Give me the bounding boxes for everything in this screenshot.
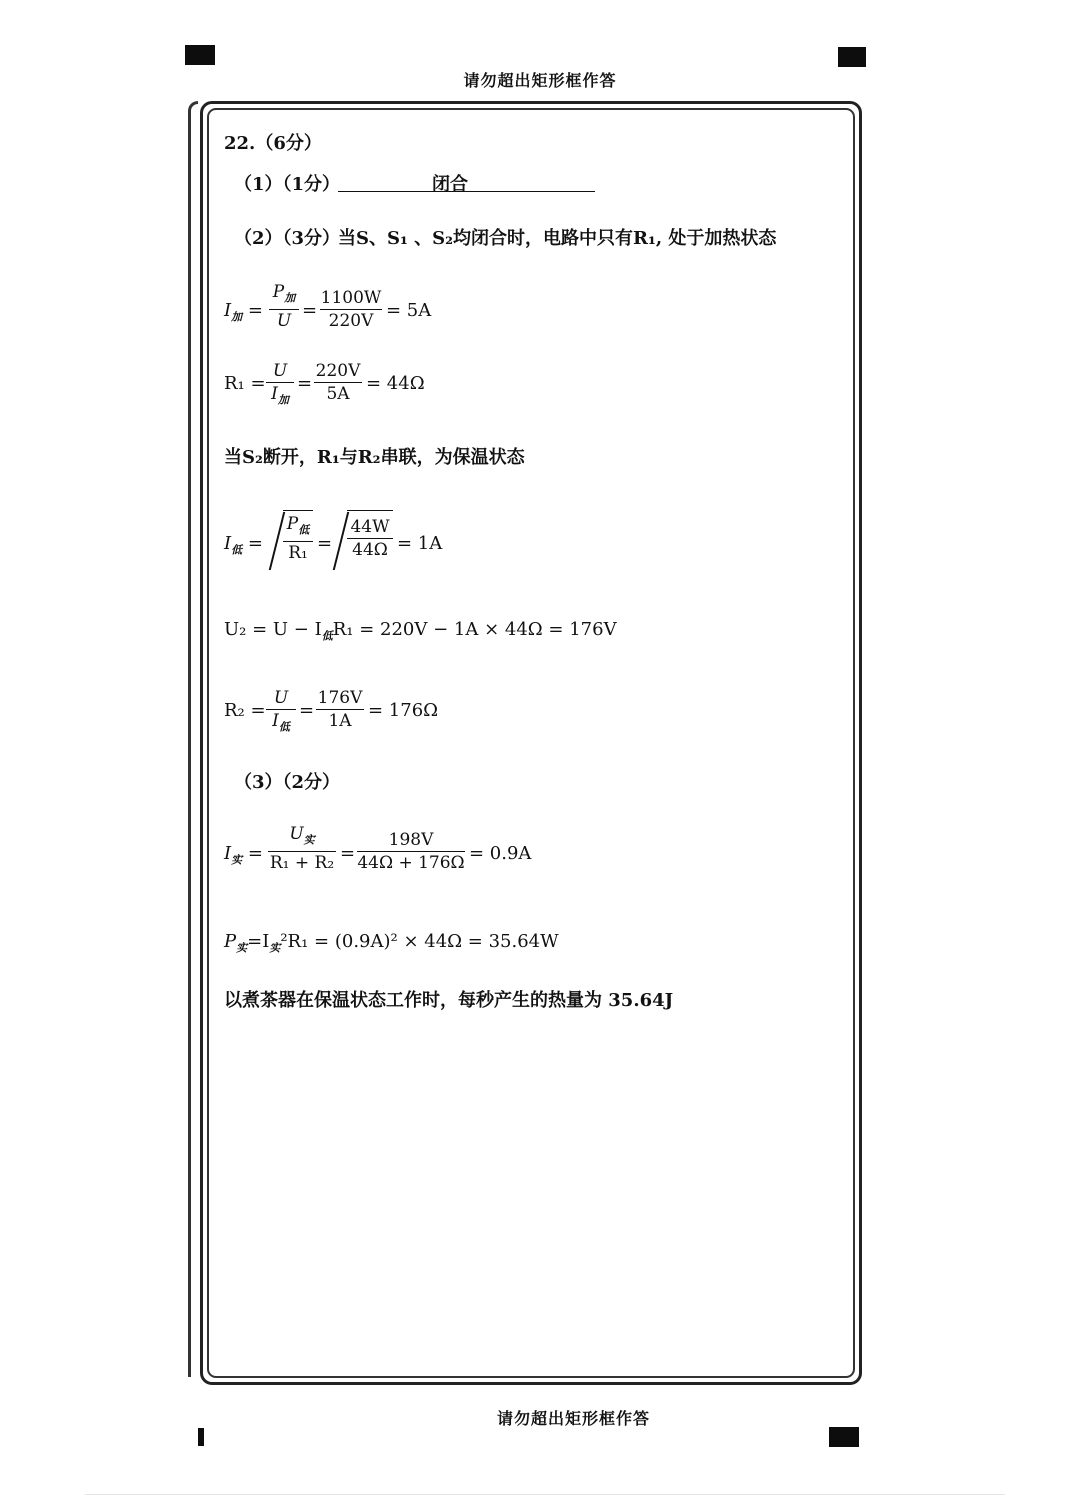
registration-mark-top-left	[185, 45, 215, 65]
equals-sign: =	[297, 373, 313, 394]
r1-fraction-2: 220V 5A	[315, 361, 361, 404]
low-current-fraction-2: 44W 44Ω	[347, 516, 393, 561]
registration-mark-top-right	[838, 47, 866, 67]
part2-text: 当S、S₁ 、S₂均闭合时，电路中只有R₁, 处于加热状态	[338, 228, 777, 249]
low-current-result: = 1A	[397, 533, 443, 554]
actual-current-fraction-1: $U_实$ R₁ + R₂	[269, 824, 335, 874]
footer-note: 请勿超出矩形框作答	[497, 1409, 651, 1428]
actual-current-result: = 0.9A	[469, 843, 532, 864]
sqrt-bar-1	[283, 510, 313, 511]
sqrt-bar-2	[347, 510, 393, 511]
r1-result: = 44Ω	[366, 373, 425, 394]
heat-current-fraction-1: $P_加$ U	[269, 281, 299, 332]
low-current-fraction-1: $P_低$ R₁	[283, 513, 313, 564]
equals-sign: =	[340, 843, 356, 864]
equals-sign: =	[302, 300, 318, 321]
heat-current-lhs: $I_加$ =	[224, 300, 263, 324]
r2-fraction-1: U $I_低$	[266, 687, 296, 738]
conclusion-text: 以煮茶器在保温状态工作时，每秒产生的热量为 35.64J	[224, 990, 674, 1011]
answer-frame-inner	[207, 108, 855, 1378]
heat-current-result: = 5A	[386, 300, 432, 321]
part1-answer: 闭合	[432, 174, 468, 195]
r2-lhs: R₂ =	[224, 700, 266, 721]
r1-fraction-1: U $I_加$	[266, 360, 294, 411]
power-equation: $P_实=I_实^2R_1 = (0.9A)^2 \times 44\Omega = 35.64W$	[224, 931, 559, 955]
low-current-lhs: $I_低$ =	[224, 533, 263, 557]
r1-lhs: R₁ =	[224, 373, 266, 394]
actual-current-lhs: $I_实$ =	[224, 843, 263, 867]
frame-left-edge	[188, 101, 198, 1377]
actual-current-fraction-2: 198V 44Ω + 176Ω	[357, 830, 465, 873]
keep-warm-text: 当S₂断开，R₁与R₂串联，为保温状态	[224, 447, 525, 468]
part3-label: （3）（2分）	[234, 772, 341, 793]
r2-result: = 176Ω	[368, 700, 439, 721]
equals-sign: =	[299, 700, 315, 721]
page-bottom-rule	[85, 1494, 1005, 1495]
part2-label: （2）（3分）	[234, 228, 341, 249]
question-number: 22.（6分）	[224, 133, 322, 154]
equals-sign: =	[317, 533, 333, 554]
heat-current-fraction-2: 1100W 220V	[320, 288, 382, 331]
part1-label: （1）（1分）	[234, 174, 341, 195]
header-note: 请勿超出矩形框作答	[463, 71, 617, 90]
registration-mark-bottom-right	[829, 1427, 859, 1447]
r2-fraction-2: 176V 1A	[317, 688, 363, 731]
registration-mark-bottom-left	[198, 1428, 204, 1446]
u2-equation: $U_2 = U - I_低R_1 = 220V - 1A \times 44\Omega = 176V$	[224, 619, 617, 643]
